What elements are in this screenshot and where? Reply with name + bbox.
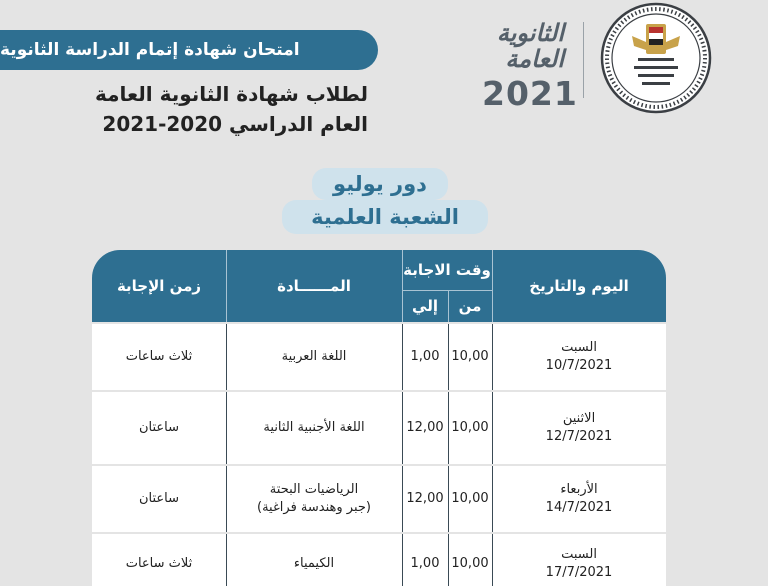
from-cell: 10,00 — [451, 420, 489, 435]
day-label: الأربعاء — [560, 482, 598, 497]
day-label: الاثنين — [562, 411, 596, 426]
header-from: من — [458, 297, 482, 315]
duration-cell: ثلاث ساعات — [125, 349, 193, 364]
logo-divider — [583, 22, 584, 98]
table-row — [92, 392, 666, 464]
thanaweya-2021-logo — [468, 18, 578, 113]
table-header — [92, 250, 666, 322]
cell-divider — [448, 324, 449, 390]
cell-divider — [492, 466, 493, 532]
day-date-cell — [492, 392, 666, 464]
to-cell: 12,00 — [406, 491, 444, 506]
subject-cell — [226, 392, 402, 464]
cell-divider — [226, 324, 227, 390]
day-date-cell — [492, 324, 666, 390]
logo-script-text: الثانوية العامة — [496, 18, 564, 73]
cell-divider — [492, 534, 493, 586]
header-answer-time: وقت الاجابة — [403, 261, 491, 279]
to-cell: 1,00 — [410, 349, 440, 364]
cell-divider — [402, 534, 403, 586]
subject-cell — [226, 324, 402, 390]
to-cell: 1,00 — [410, 556, 440, 571]
table-row — [92, 324, 666, 390]
date-label: 12/7/2021 — [545, 429, 613, 444]
date-label: 10/7/2021 — [545, 358, 613, 373]
branch-pill: الشعبة العلمية — [282, 200, 488, 234]
subject-cell — [226, 466, 402, 532]
duration-cell: ساعتان — [138, 420, 180, 435]
day-date-cell — [492, 534, 666, 586]
to-cell: 12,00 — [406, 420, 444, 435]
from-cell: 10,00 — [451, 556, 489, 571]
cell-divider — [492, 324, 493, 390]
ministry-seal-icon — [600, 2, 712, 114]
table-row — [92, 466, 666, 532]
schedule-table — [92, 250, 666, 586]
subject-cell — [226, 534, 402, 586]
header-divider — [402, 290, 492, 291]
academic-year-subtitle: العام الدراسي 2020-2021 — [102, 112, 368, 136]
header-day-date: اليوم والتاريخ — [529, 277, 629, 295]
duration-cell: ثلاث ساعات — [125, 556, 193, 571]
students-subtitle: لطلاب شهادة الثانوية العامة — [94, 82, 368, 106]
day-label: السبت — [561, 547, 597, 562]
header-divider — [402, 250, 403, 322]
header-subject: المــــــادة — [277, 277, 351, 295]
header-duration: زمن الإجابة — [116, 277, 202, 295]
cell-divider — [402, 324, 403, 390]
from-cell: 10,00 — [451, 349, 489, 364]
cell-divider — [492, 392, 493, 464]
table-row — [92, 534, 666, 586]
subject-label: الكيمياء — [293, 556, 335, 571]
header-divider — [448, 290, 449, 322]
from-cell: 10,00 — [451, 491, 489, 506]
header-to: إلي — [412, 297, 438, 315]
exam-round-pill: دور يوليو — [312, 168, 448, 200]
duration-cell: ساعتان — [138, 491, 180, 506]
cell-divider — [448, 392, 449, 464]
header-divider — [492, 250, 493, 322]
subject-label: اللغة الأجنبية الثانية — [263, 420, 365, 435]
cell-divider — [402, 392, 403, 464]
logo-year: 2021 — [482, 74, 578, 113]
date-label: 14/7/2021 — [545, 500, 613, 515]
cell-divider — [226, 392, 227, 464]
subject-label: اللغة العربية — [281, 349, 347, 364]
cell-divider — [448, 466, 449, 532]
cell-divider — [226, 466, 227, 532]
subject-label: الرياضيات البحتة — [269, 482, 359, 497]
subject-detail-label: (جبر وهندسة فراغية) — [257, 500, 371, 515]
header-divider — [226, 250, 227, 322]
exam-title-banner: امتحان شهادة إتمام الدراسة الثانوية — [0, 30, 378, 70]
cell-divider — [448, 534, 449, 586]
date-label: 17/7/2021 — [545, 565, 613, 580]
cell-divider — [226, 534, 227, 586]
day-date-cell — [492, 466, 666, 532]
cell-divider — [402, 466, 403, 532]
day-label: السبت — [561, 340, 597, 355]
